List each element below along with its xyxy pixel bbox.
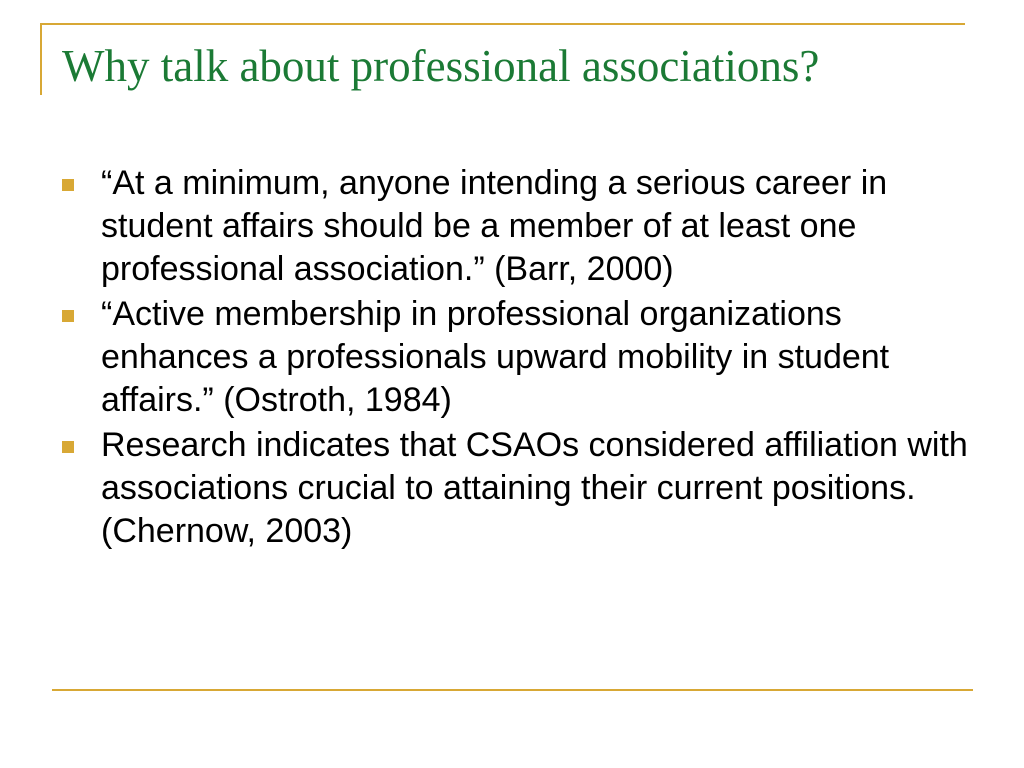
left-accent-line	[40, 23, 42, 95]
bullet-list	[62, 162, 972, 555]
square-bullet-icon	[62, 179, 74, 191]
bullet-text: “Active membership in professional organizations enhances a professionals upward mobility in student affairs.” (Ostroth, 1984)	[101, 295, 890, 419]
square-bullet-icon	[62, 441, 74, 453]
top-divider-line	[40, 23, 965, 25]
bullet-item	[62, 424, 972, 553]
bullet-item	[62, 293, 972, 422]
bullet-text: Research indicates that CSAOs considered affiliation with associations crucial to attaining their current positions. (Chernow, 2003)	[101, 426, 968, 550]
slide-title: Why talk about professional associations?	[62, 41, 820, 91]
bottom-divider-line	[52, 689, 973, 691]
bullet-text: “At a minimum, anyone intending a serious career in student affairs should be a member of at least one professional association.” (Barr, 2000)	[101, 164, 888, 288]
bullet-item	[62, 162, 972, 291]
square-bullet-icon	[62, 310, 74, 322]
